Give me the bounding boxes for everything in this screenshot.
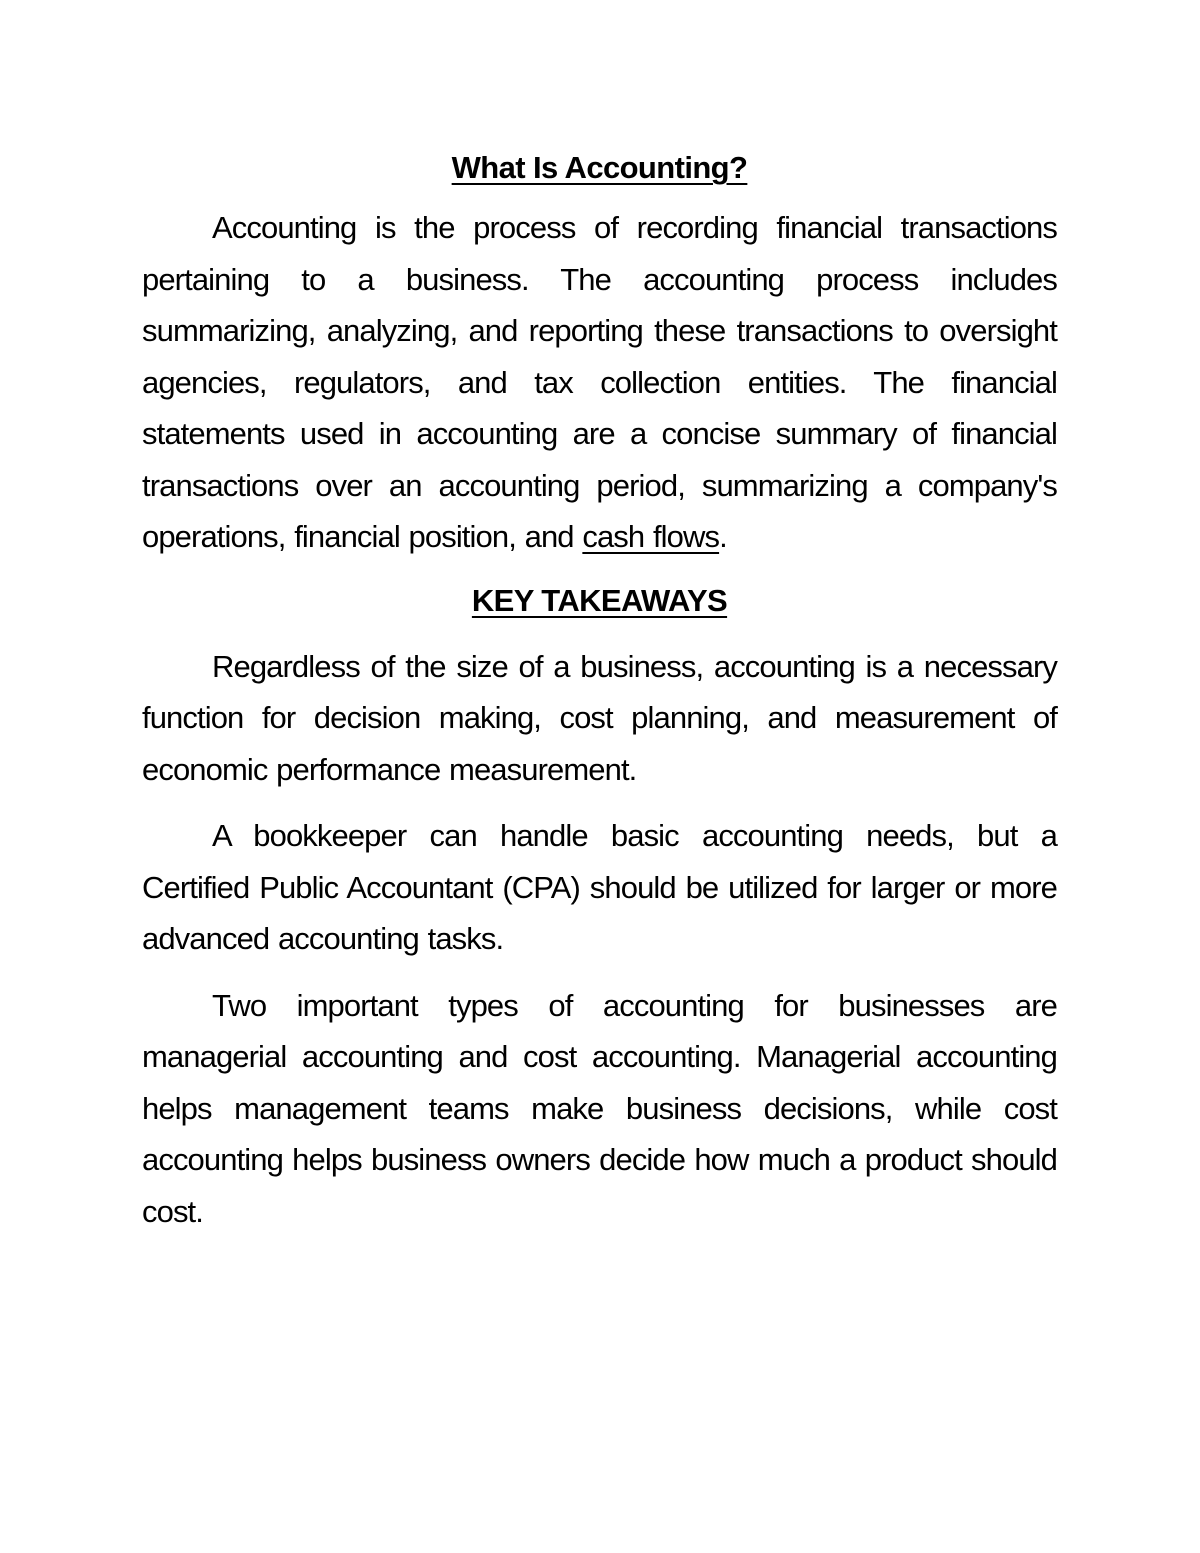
intro-text-end: .	[719, 519, 727, 554]
takeaway-paragraph: Regardless of the size of a business, accounting is a necessary function for decision making, cost planning, and measurement of economic performance measurement.	[142, 648, 1057, 787]
takeaway-paragraph: Two important types of accounting for businesses are managerial accounting and cost accounting. Managerial accounting helps management teams make business decisions, while cost accounting helps business owners decide how much a product should cost.	[142, 987, 1057, 1229]
document-title: What Is Accounting?	[451, 150, 748, 185]
cash-flows-link[interactable]: cash flows	[582, 519, 720, 554]
intro-text: Accounting is the process of recording financial transactions pertaining to a business. The accounting process includes summarizing, analyzing, and reporting these transactions to oversight agencies, regulators, and tax collection entities. The financial statements used in accounting are a concise summary of financial transactions over an accounting period, summarizing a company's operations, financial position, and	[142, 210, 1057, 554]
intro-paragraph	[142, 202, 1057, 563]
document-page	[142, 150, 1057, 1237]
takeaway-paragraph: A bookkeeper can handle basic accounting needs, but a Certified Public Accountant (CPA) should be utilized for larger or more advanced accounting tasks.	[142, 818, 1057, 956]
key-takeaways-heading: KEY TAKEAWAYS	[471, 582, 728, 618]
